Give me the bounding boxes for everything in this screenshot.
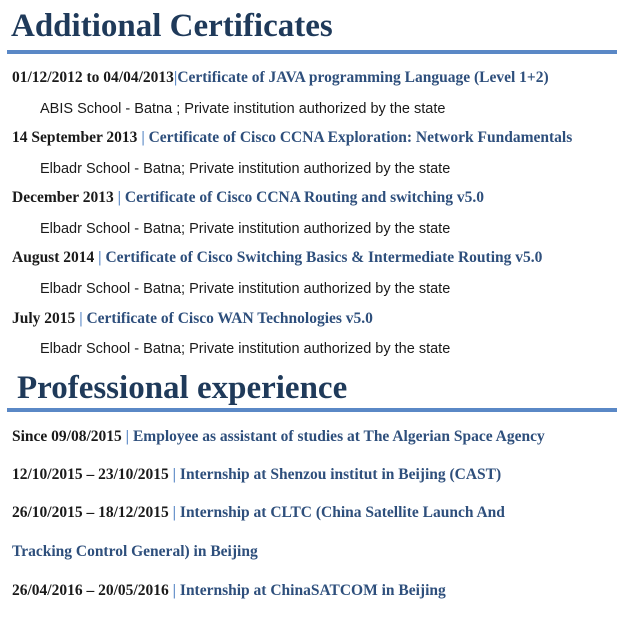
certificate-entry: [12, 309, 373, 329]
certificates-divider: [7, 50, 617, 54]
separator: |: [168, 504, 180, 521]
certificate-title: Certificate of JAVA programming Language (Level 1+2): [177, 69, 549, 86]
separator: |: [168, 582, 180, 599]
experience-entry: [12, 581, 446, 601]
certificate-title: Certificate of Cisco WAN Technologies v5.0: [86, 310, 373, 327]
separator: |: [137, 129, 149, 146]
certificate-date: 01/12/2012 to 04/04/2013: [12, 69, 174, 86]
certificate-entry: [12, 68, 549, 88]
certificate-date: July 2015: [12, 310, 76, 327]
experience-entry: [12, 427, 545, 447]
experience-entry: [12, 465, 501, 485]
certificate-date: August 2014: [12, 249, 95, 266]
certificate-title: Certificate of Cisco CCNA Routing and switching v5.0: [124, 189, 484, 206]
certificates-heading: Additional Certificates: [11, 8, 333, 44]
separator: |: [113, 189, 125, 206]
experience-entry: [12, 503, 505, 523]
experience-title: Internship at Shenzou institut in Beijing (CAST): [179, 466, 502, 483]
experience-entry-continued: [12, 542, 258, 562]
certificate-institution: Elbadr School - Batna; Private institution authorized by the state: [40, 281, 451, 297]
experience-divider: [7, 408, 617, 412]
certificate-institution: Elbadr School - Batna; Private institution authorized by the state: [40, 161, 451, 177]
experience-date: 12/10/2015 – 23/10/2015: [12, 466, 169, 483]
certificate-entry: [12, 188, 484, 208]
separator: |: [94, 249, 106, 266]
certificate-institution: Elbadr School - Batna; Private institution authorized by the state: [40, 221, 451, 237]
separator: |: [168, 466, 180, 483]
experience-title: Internship at CLTC (China Satellite Launch And: [179, 504, 505, 521]
separator: |: [75, 310, 87, 327]
experience-heading: Professional experience: [17, 370, 348, 406]
experience-date: 26/04/2016 – 20/05/2016: [12, 582, 169, 599]
certificate-date: 14 September 2013: [12, 129, 138, 146]
separator: |: [173, 69, 178, 86]
certificate-entry: [12, 128, 572, 148]
experience-title-continued: Tracking Control General) in Beijing: [12, 543, 258, 560]
experience-title: Internship at ChinaSATCOM in Beijing: [179, 582, 446, 599]
certificate-title: Certificate of Cisco CCNA Exploration: Network Fundamentals: [148, 129, 573, 146]
separator: |: [121, 428, 133, 445]
experience-title: Employee as assistant of studies at The Algerian Space Agency: [132, 428, 545, 445]
certificate-institution: Elbadr School - Batna; Private institution authorized by the state: [40, 341, 451, 357]
certificate-date: December 2013: [12, 189, 114, 206]
certificate-institution: ABIS School - Batna ; Private institution authorized by the state: [40, 101, 446, 117]
certificate-entry: [12, 248, 542, 268]
experience-date: Since 09/08/2015: [12, 428, 122, 445]
experience-date: 26/10/2015 – 18/12/2015: [12, 504, 169, 521]
certificate-title: Certificate of Cisco Switching Basics & Intermediate Routing v5.0: [105, 249, 543, 266]
